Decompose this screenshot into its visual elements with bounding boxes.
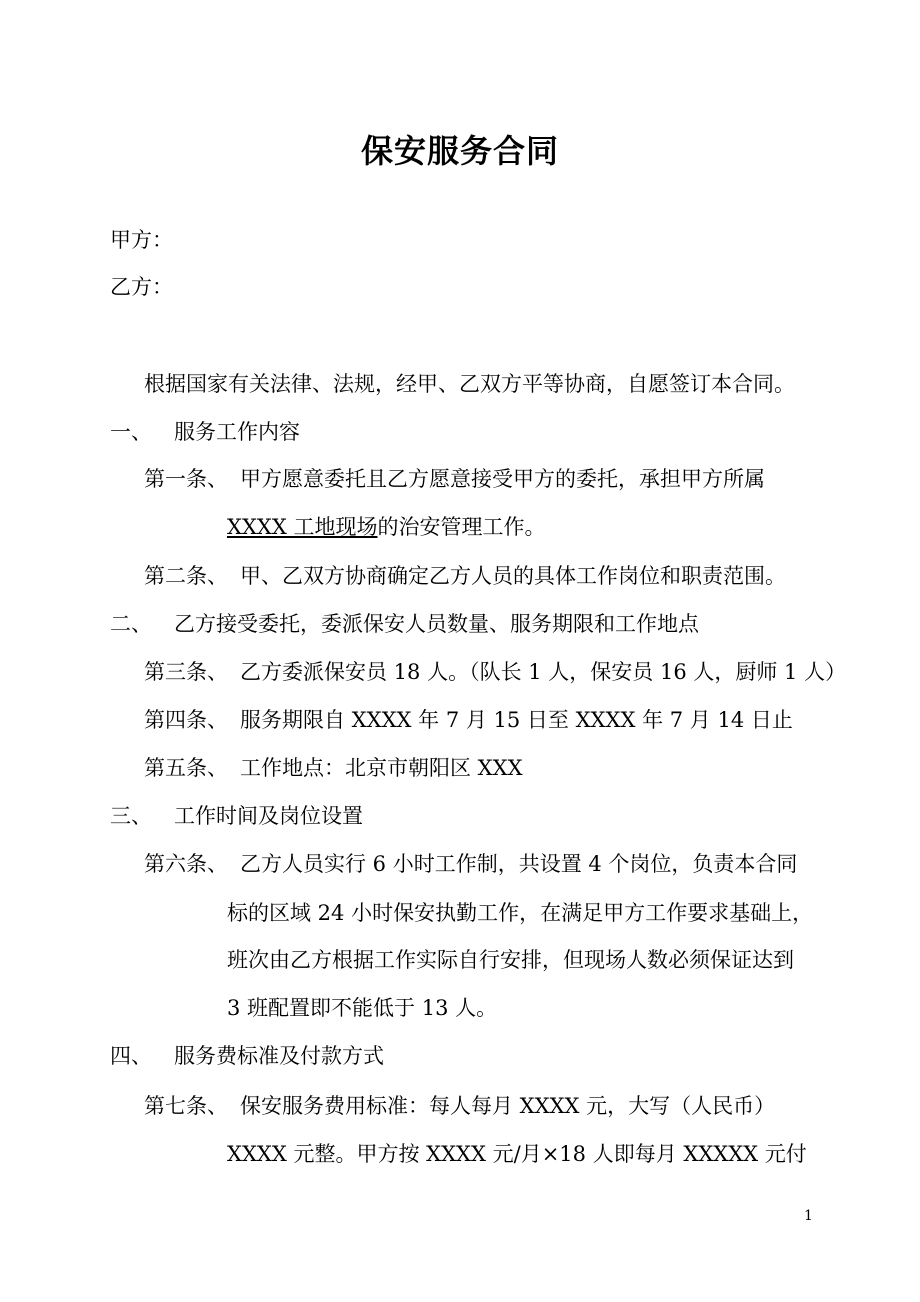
section-title: 工作时间及岗位设置: [174, 804, 363, 828]
article-text: 工作地点：北京市朝阳区 XXX: [240, 756, 523, 780]
article-continuation-text: 3 班配置即不能低于 13 人。: [227, 996, 498, 1020]
document-title: 保安服务合同: [360, 132, 559, 170]
article-number: 第六条、: [144, 852, 228, 876]
party-a-label: 甲方：: [110, 228, 173, 252]
article-text: 乙方人员实行 6 小时工作制，共设置 4 个岗位，负责本合同: [240, 852, 798, 876]
section-title: 服务费标准及付款方式: [174, 1044, 384, 1068]
article-continuation-text: 标的区域 24 小时保安执勤工作，在满足甲方工作要求基础上，: [227, 901, 814, 925]
article-continuation-text: [227, 513, 545, 541]
article-text: 服务期限自 XXXX 年 7 月 15 日至 XXXX 年 7 月 14 日止: [240, 708, 793, 732]
article-text: 乙方委派保安员 18 人。（队长 1 人，保安员 16 人，厨师 1 人）: [240, 660, 847, 684]
article-number: 第一条、: [144, 467, 228, 491]
article-text: 甲方愿意委托且乙方愿意接受甲方的委托，承担甲方所属: [240, 467, 765, 491]
article-number: 第二条、: [144, 564, 228, 588]
section-number: 四、: [110, 1044, 152, 1068]
preamble-paragraph: 根据国家有关法律、法规，经甲、乙双方平等协商，自愿签订本合同。: [144, 372, 795, 396]
section-number: 三、: [110, 804, 152, 828]
section-title: 乙方接受委托，委派保安人员数量、服务期限和工作地点: [174, 612, 699, 636]
article-number: 第三条、: [144, 660, 228, 684]
article-number: 第五条、: [144, 756, 228, 780]
party-b-label: 乙方：: [110, 275, 173, 299]
article-text: 甲、乙双方协商确定乙方人员的具体工作岗位和职责范围。: [240, 564, 786, 588]
article-continuation-rest: 的治安管理工作。: [377, 515, 546, 539]
page-number: 1: [804, 1208, 813, 1224]
article-number: 第七条、: [144, 1094, 228, 1118]
article-text: 保安服务费用标准：每人每月 XXXX 元，大写（人民币）: [240, 1094, 776, 1118]
section-number: 一、: [110, 420, 152, 444]
article-continuation-text: XXXX 元整。甲方按 XXXX 元/月×18 人即每月 XXXXX 元付: [227, 1142, 807, 1166]
article-number: 第四条、: [144, 708, 228, 732]
section-title: 服务工作内容: [174, 420, 300, 444]
underlined-site-name: XXXX 工地现场: [227, 515, 378, 539]
section-number: 二、: [110, 612, 152, 636]
article-continuation-text: 班次由乙方根据工作实际自行安排，但现场人数必须保证达到: [227, 948, 794, 972]
